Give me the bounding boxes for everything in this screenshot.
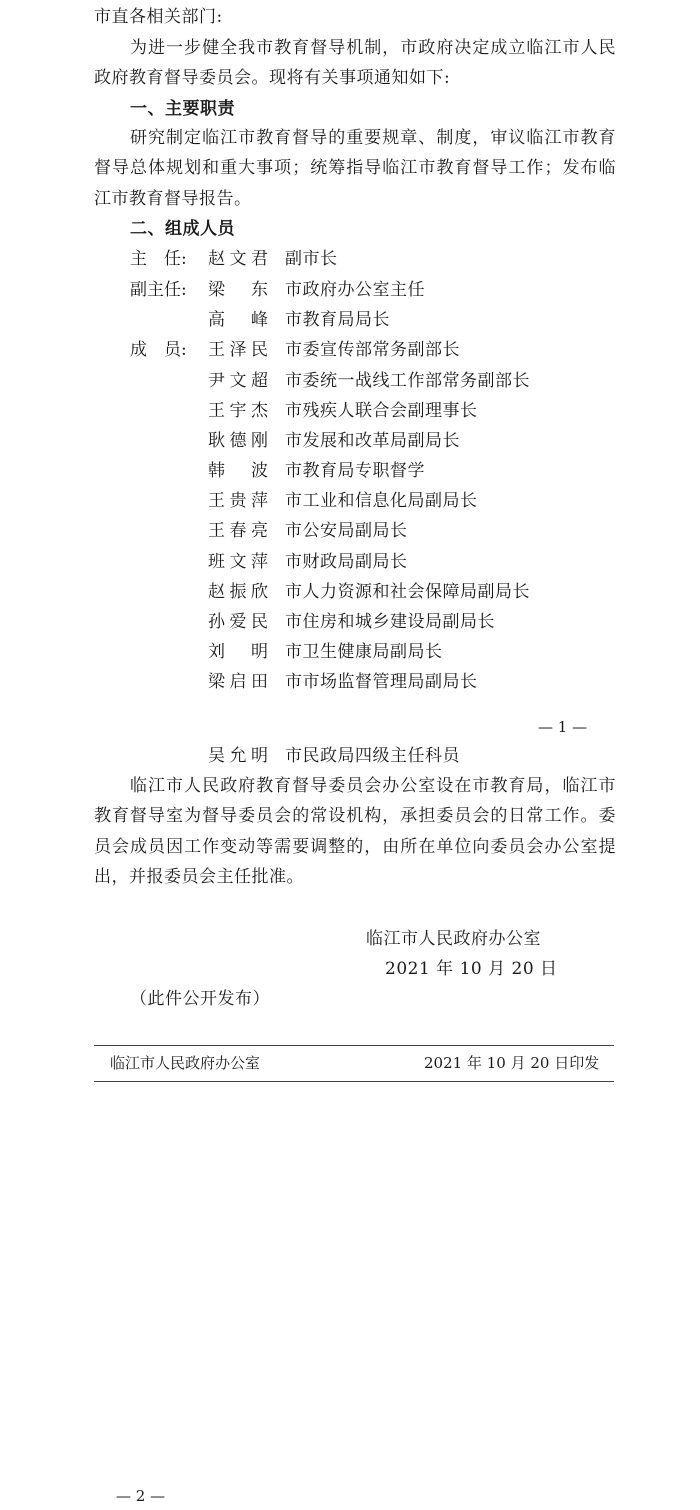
deputy-name: 高峰 <box>208 310 268 330</box>
role-members-label: 成 员: <box>130 340 187 360</box>
member-name: 赵振欣 <box>208 582 268 602</box>
salutation: 市直各相关部门: <box>94 7 223 27</box>
section1-heading: 一、主要职责 <box>130 99 235 119</box>
intro-paragraph: 为进一步健全我市教育督导机制，市政府决定成立临江市人民政府教育督导委员会。现将有关事项通知如下: <box>94 38 616 89</box>
member-title: 市卫生健康局副局长 <box>285 642 443 662</box>
member-title: 市教育局专职督学 <box>285 461 425 481</box>
page-number-1: — 1 — <box>538 718 588 736</box>
footer-top-rule <box>94 1045 614 1046</box>
section2-heading: 二、组成人员 <box>130 219 235 239</box>
member-name: 梁启田 <box>208 672 268 692</box>
member-name: 王贵萍 <box>208 491 268 511</box>
member-name: 王泽民 <box>208 340 268 360</box>
director-title: 副市长 <box>285 249 338 269</box>
member-name: 刘明 <box>208 642 268 662</box>
member-name: 孙爱民 <box>208 612 268 632</box>
member-title: 市工业和信息化局副局长 <box>285 491 478 511</box>
member-title: 市委宣传部常务副部长 <box>285 340 460 360</box>
member-name: 王宇杰 <box>208 401 268 421</box>
member-title: 市委统一战线工作部常务副部长 <box>285 371 530 391</box>
member-name: 王春亮 <box>208 521 268 541</box>
signature-date: 2021 年 10 月 20 日 <box>385 959 558 979</box>
deputy-title: 市政府办公室主任 <box>285 280 425 300</box>
page-number-2: — 2 — <box>116 1487 166 1505</box>
member-title: 市人力资源和社会保障局副局长 <box>285 582 530 602</box>
office-paragraph: 临江市人民政府教育督导委员会办公室设在市教育局，临江市教育督导室为督导委员会的常设机构，承担委员会的日常工作。委员会成员因工作变动等需要调整的，由所在单位向委员会办公室提出，并报委员会主任批准。 <box>94 776 616 887</box>
member-name: 吴允明 <box>208 746 268 766</box>
footer-issuer: 临江市人民政府办公室 <box>110 1054 261 1072</box>
member-name: 耿德刚 <box>208 431 268 451</box>
member-name: 尹文超 <box>208 371 268 391</box>
member-title: 市住房和城乡建设局副局长 <box>285 612 495 632</box>
signature-org: 临江市人民政府办公室 <box>366 929 541 949</box>
deputy-title: 市教育局局长 <box>285 310 390 330</box>
director-name: 赵文君 <box>208 249 268 269</box>
footer-bottom-rule <box>94 1081 614 1082</box>
member-title: 市公安局副局长 <box>285 521 408 541</box>
role-director-label: 主 任: <box>130 249 187 269</box>
member-title: 市市场监督管理局副局长 <box>285 672 478 692</box>
member-title: 市财政局副局长 <box>285 552 408 572</box>
member-name: 韩波 <box>208 461 268 481</box>
section1-body: 研究制定临江市教育督导的重要规章、制度，审议临江市教育督导总体规划和重大事项；统筹指导临江市教育督导工作；发布临江市教育督导报告。 <box>94 128 616 209</box>
member-name: 班文萍 <box>208 552 268 572</box>
footer-issue-date: 2021 年 10 月 20 日印发 <box>424 1054 600 1072</box>
role-deputy-label: 副主任: <box>130 280 187 300</box>
public-note: （此件公开发布） <box>130 989 270 1009</box>
member-title: 市民政局四级主任科员 <box>285 746 460 766</box>
deputy-name: 梁东 <box>208 280 268 300</box>
member-title: 市残疾人联合会副理事长 <box>285 401 478 421</box>
member-title: 市发展和改革局副局长 <box>285 431 460 451</box>
